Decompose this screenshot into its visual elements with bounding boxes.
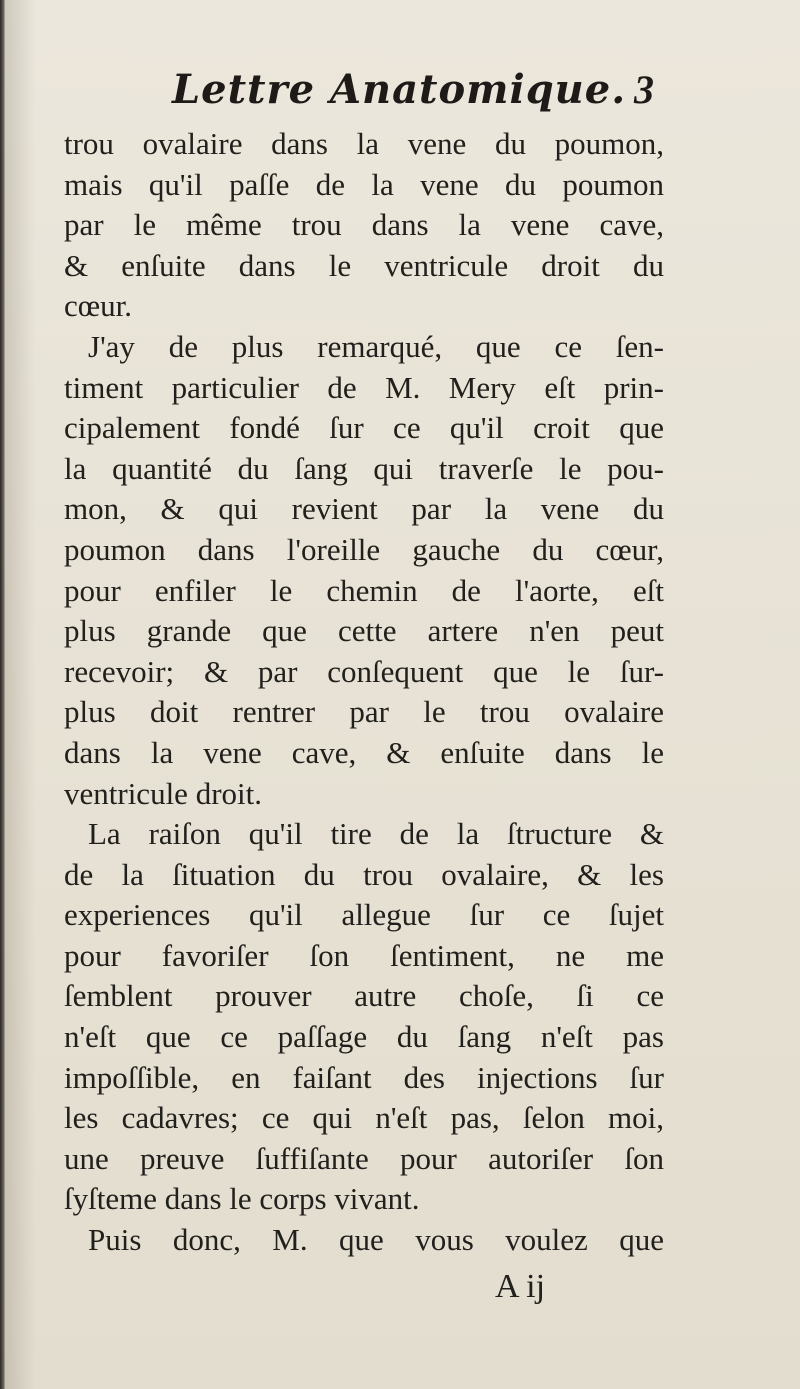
page-number: 3 <box>634 67 654 112</box>
text-line: impoſſible, en faiſant des injections ſur <box>64 1059 664 1095</box>
text-line: mon, & qui revient par la vene du <box>64 491 664 527</box>
text-line: dans la vene cave, & enſuite dans le <box>64 734 664 770</box>
text-line: ſyſteme dans le corps vivant. <box>64 1181 420 1217</box>
text-line: pour favoriſer ſon ſentiment, ne me <box>64 937 664 973</box>
page-header <box>172 66 652 122</box>
text-line: La raiſon qu'il tire de la ſtructure & <box>88 816 664 852</box>
text-line: ventricule droit. <box>64 775 262 811</box>
text-line: Puis donc, M. que vous voulez que <box>88 1222 664 1258</box>
text-line: cœur. <box>64 288 133 324</box>
text-line: & enſuite dans le ventricule droit du <box>64 247 664 283</box>
text-line: recevoir; & par conſequent que le ſur- <box>64 653 664 689</box>
running-title: Lettre Anatomique. <box>172 66 627 113</box>
text-line: mais qu'il paſſe de la vene du poumon <box>64 166 664 202</box>
text-line: cipalement fondé ſur ce qu'il croit que <box>64 410 664 446</box>
text-line: timent particulier de M. Mery eſt prin- <box>64 369 664 405</box>
text-line: une preuve ſuffiſante pour autoriſer ſon <box>64 1140 664 1176</box>
text-line: pour enfiler le chemin de l'aorte, eſt <box>64 572 664 608</box>
text-line: n'eſt que ce paſſage du ſang n'eſt pas <box>64 1019 664 1055</box>
text-line: de la ſituation du trou ovalaire, & les <box>64 856 664 892</box>
gutter-shadow <box>6 0 36 1389</box>
text-line: trou ovalaire dans la vene du poumon, <box>64 126 664 161</box>
text-line: plus doit rentrer par le trou ovalaire <box>64 694 664 730</box>
text-line: J'ay de plus remarqué, que ce ſen- <box>88 328 664 364</box>
text-line: les cadavres; ce qui n'eſt pas, ſelon moi, <box>64 1100 664 1136</box>
signature-mark: A ij <box>495 1268 546 1305</box>
text-line: la quantité du ſang qui traverſe le pou- <box>64 450 664 486</box>
text-line: poumon dans l'oreille gauche du cœur, <box>64 531 664 567</box>
text-line: plus grande que cette artere n'en peut <box>64 613 664 649</box>
text-line: ſemblent prouver autre choſe, ſi ce <box>64 978 664 1014</box>
text-line: par le même trou dans la vene cave, <box>64 207 664 243</box>
body-text <box>64 124 664 1261</box>
text-line: experiences qu'il allegue ſur ce ſujet <box>64 897 664 933</box>
